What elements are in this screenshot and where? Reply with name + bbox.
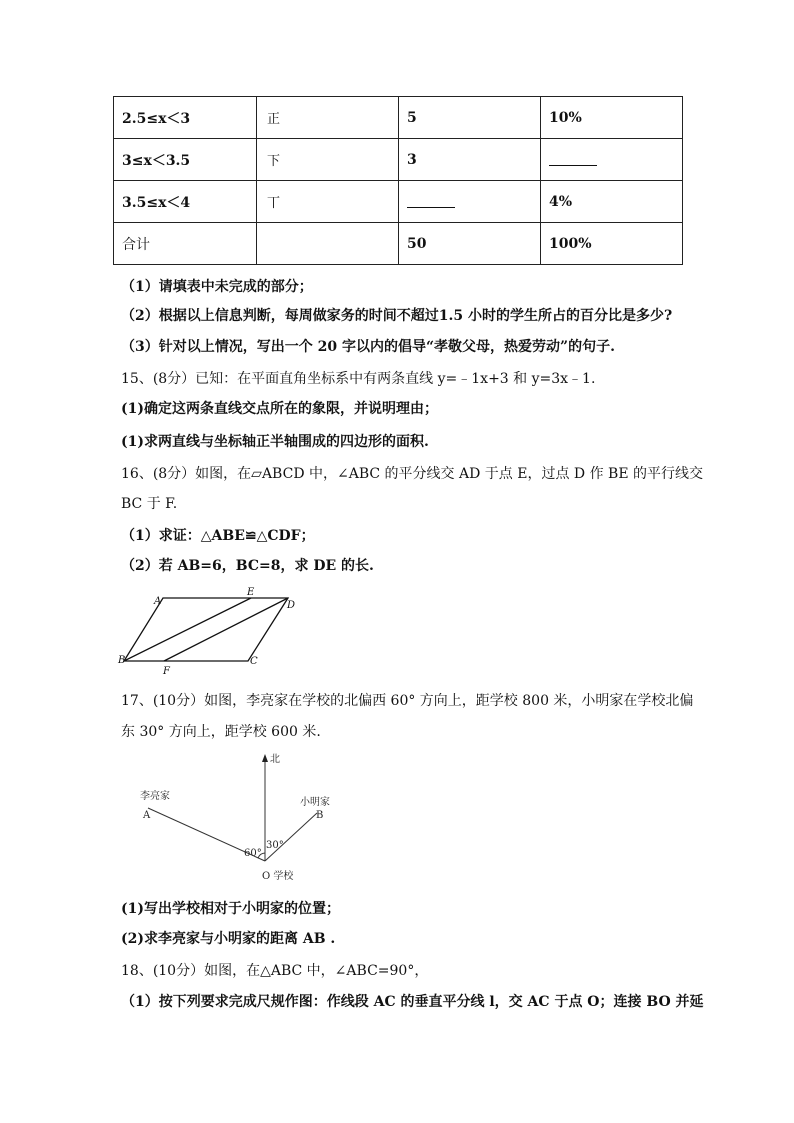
- school-label: O 学校: [262, 871, 294, 882]
- q14-part2: （2）根据以上信息判断，每周做家务的时间不超过1.5 小时的学生所占的百分比是多少?: [121, 308, 673, 324]
- range-cell: 3.5≤x＜4: [114, 181, 257, 223]
- q15-part1: (1)确定这两条直线交点所在的象限，并说明理由；: [121, 401, 438, 417]
- count-cell: 3: [399, 139, 541, 181]
- q17-part1: (1)写出学校相对于小明家的位置；: [121, 901, 340, 917]
- tally-cell: 正: [257, 97, 399, 139]
- percent-cell: 10%: [541, 97, 683, 139]
- q15-stem: 15、(8分）已知：在平面直角坐标系中有两条直线 y=﹣1x+3 和 y=3x﹣1.: [121, 371, 596, 387]
- percent-cell: 4%: [541, 181, 683, 223]
- q14-part1: （1）请填表中未完成的部分；: [121, 279, 313, 295]
- q17-part2: (2)求李亮家与小明家的距离 AB .: [121, 931, 336, 947]
- q16-part2: （2）若 AB=6，BC=8，求 DE 的长.: [121, 558, 374, 574]
- label-B: B: [118, 655, 126, 666]
- q18-part1: （1）按下列要求完成尺规作图：作线段 AC 的垂直平分线 l，交 AC 于点 O；连接 BO 并延: [121, 994, 704, 1010]
- label-E: E: [247, 587, 255, 598]
- q17-stem-line2: 东 30° 方向上，距学校 600 米.: [121, 724, 321, 740]
- label-A: A: [154, 596, 162, 607]
- count-cell: 5: [399, 97, 541, 139]
- range-cell: 合计: [114, 223, 257, 265]
- range-cell: 2.5≤x＜3: [114, 97, 257, 139]
- label-F: F: [163, 666, 170, 677]
- liliang-label: 李亮家: [140, 791, 170, 802]
- q15-part2: (1)求两直线与坐标轴正半轴围成的四边形的面积.: [121, 434, 429, 450]
- q18-stem: 18、(10分）如图，在△ABC 中，∠ABC=90°，: [121, 963, 429, 979]
- point-B-label: B: [316, 810, 324, 821]
- tally-cell: 丅: [257, 181, 399, 223]
- angle-30-label: 30°: [266, 840, 284, 851]
- point-A-label: A: [143, 810, 151, 821]
- angle-60-label: 60°: [244, 848, 262, 859]
- xiaoming-label: 小明家: [300, 797, 330, 808]
- q16-stem-line2: BC 于 F.: [121, 496, 178, 512]
- label-C: C: [250, 656, 258, 667]
- tally-cell: 下: [257, 139, 399, 181]
- north-label: 北: [270, 754, 280, 765]
- q17-stem-line1: 17、(10分）如图，李亮家在学校的北偏西 60° 方向上，距学校 800 米，小明家在学校北偏: [121, 693, 694, 709]
- range-cell: 3≤x＜3.5: [114, 139, 257, 181]
- label-D: D: [287, 600, 296, 611]
- q14-part3: （3）针对以上情况，写出一个 20 字以内的倡导“孝敬父母，热爱劳动”的句子.: [121, 339, 615, 355]
- q16-stem-line1: 16、(8分）如图，在▱ABCD 中，∠ABC 的平分线交 AD 于点 E，过点 D 作 BE 的平行线交: [121, 466, 703, 482]
- count-cell: 50: [399, 223, 541, 265]
- q16-part1: （1）求证：△ABE≌△CDF；: [121, 528, 315, 544]
- percent-cell: 100%: [541, 223, 683, 265]
